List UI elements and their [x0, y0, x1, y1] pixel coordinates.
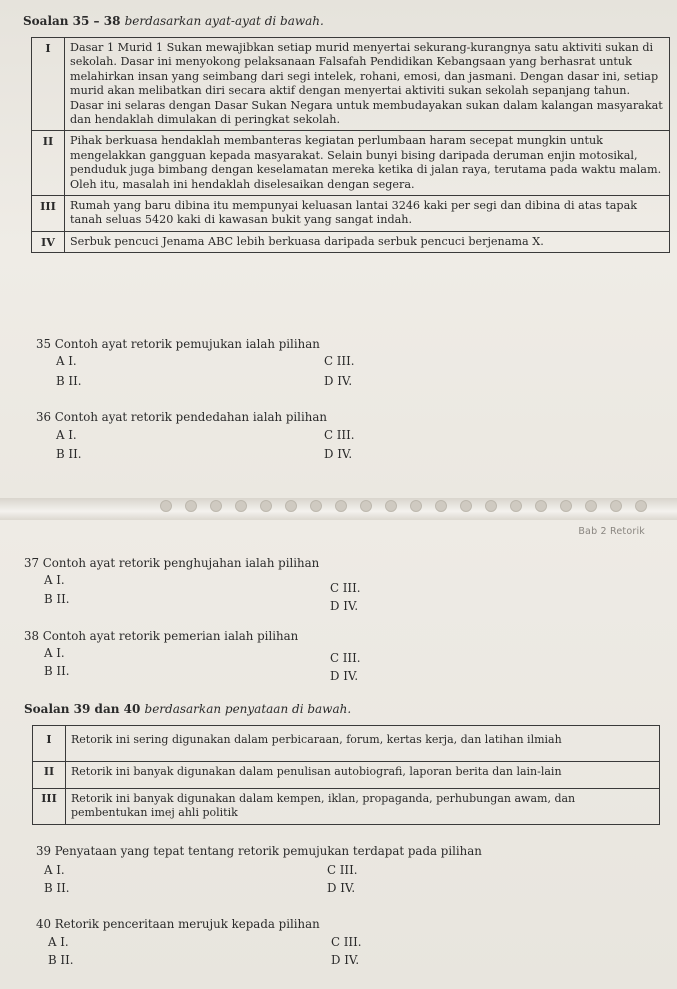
option-b[interactable]: B II.: [48, 953, 74, 967]
option-c[interactable]: C III.: [327, 863, 358, 877]
option-d[interactable]: D IV.: [331, 953, 360, 967]
row-text: Rumah yang baru dibina itu mempunyai keluasan lantai 3246 kaki per segi dan dibina di atas tapak tanah seluas 5420 kaki di kawasan bukit yang sangat indah.: [65, 196, 670, 232]
option-a[interactable]: A I.: [44, 863, 65, 877]
row-number: III: [33, 789, 66, 825]
table-row: [32, 196, 670, 232]
table-row: [32, 231, 670, 252]
question-stem: 40 Retorik penceritaan merujuk kepada pilihan: [36, 917, 320, 931]
option-a[interactable]: A I.: [56, 354, 77, 368]
question-stem: 36 Contoh ayat retorik pendedahan ialah pilihan: [36, 410, 327, 424]
option-c[interactable]: C III.: [324, 428, 355, 442]
option-d[interactable]: D IV.: [330, 669, 359, 683]
option-b[interactable]: B II.: [44, 881, 70, 895]
row-number: II: [33, 762, 66, 789]
question-stem: 38 Contoh ayat retorik pemerian ialah pilihan: [24, 629, 299, 643]
row-number: III: [32, 196, 65, 232]
row-text: Pihak berkuasa hendaklah membanteras kegiatan perlumbaan haram secepat mungkin untuk mengelakkan gangguan kepada masyarakat. Selain bunyi bising daripada deruman enjin motosikal, penduduk juga bimbang dengan keselamatan mereka ketika di jalan raya, terutama pada waktu malam. Oleh itu, masalah ini hendaklah diselesaikan dengan segera.: [65, 131, 670, 196]
option-b[interactable]: B II.: [56, 374, 82, 388]
row-text: Retorik ini banyak digunakan dalam penulisan autobiografi, laporan berita dan lain-lain: [66, 762, 660, 789]
option-a[interactable]: A I.: [44, 646, 65, 660]
option-d[interactable]: D IV.: [327, 881, 356, 895]
question-stem: 39 Penyataan yang tepat tentang retorik pemujukan terdapat pada pilihan: [36, 844, 482, 858]
chapter-running-head: Bab 2 Retorik: [578, 526, 645, 537]
option-a[interactable]: A I.: [48, 935, 69, 949]
option-a[interactable]: A I.: [56, 428, 77, 442]
option-c[interactable]: C III.: [330, 581, 361, 595]
section1-heading-italic: berdasarkan ayat-ayat di bawah.: [124, 14, 324, 28]
option-c[interactable]: C III.: [324, 354, 355, 368]
question-stem: 37 Contoh ayat retorik penghujahan ialah pilihan: [24, 556, 320, 570]
option-d[interactable]: D IV.: [324, 447, 353, 461]
option-c[interactable]: C III.: [330, 651, 361, 665]
option-b[interactable]: B II.: [56, 447, 82, 461]
statements-table-1: [31, 37, 670, 253]
table-row: [33, 789, 660, 825]
option-d[interactable]: D IV.: [324, 374, 353, 388]
row-text: Retorik ini sering digunakan dalam perbicaraan, forum, kertas kerja, dan latihan ilmiah: [66, 726, 660, 762]
statements-table-2: [32, 725, 660, 825]
option-a[interactable]: A I.: [44, 573, 65, 587]
table-row: [32, 131, 670, 196]
table-row: [32, 38, 670, 131]
row-number: I: [33, 726, 66, 762]
question-stem: 35 Contoh ayat retorik pemujukan ialah pilihan: [36, 337, 320, 351]
row-text: Dasar 1 Murid 1 Sukan mewajibkan setiap murid menyertai sekurang-kurangnya satu aktiviti sukan di sekolah. Dasar ini menyokong pelaksanaan Falsafah Pendidikan Kebangsaan yang berhasrat untuk melahirkan insan yang seimbang dari segi intelek, rohani, emosi, dan jasmani. Dengan dasar ini, setiap murid akan melibatkan diri secara aktif dengan menyertai aktiviti sukan sekolah sepanjang tahun. Dasar ini selaras dengan Dasar Sukan Negara untuk membudayakan sukan dalam kalangan masyarakat dan hendaklah dimulakan di peringkat sekolah.: [65, 38, 670, 131]
row-number: I: [32, 38, 65, 131]
table-row: [33, 726, 660, 762]
section2-heading-bold: Soalan 39 dan 40: [24, 702, 141, 716]
section1-heading-bold: Soalan 35 – 38: [23, 14, 121, 28]
option-b[interactable]: B II.: [44, 592, 70, 606]
table-row: [33, 762, 660, 789]
section1-heading: [23, 14, 324, 28]
row-number: IV: [32, 231, 65, 252]
row-number: II: [32, 131, 65, 196]
page-gap: [0, 498, 677, 520]
section2-heading: [24, 702, 351, 716]
row-text: Serbuk pencuci Jenama ABC lebih berkuasa daripada serbuk pencuci berjenama X.: [65, 231, 670, 252]
row-text: Retorik ini banyak digunakan dalam kempen, iklan, propaganda, perhubungan awam, dan pembentukan imej ahli politik: [66, 789, 660, 825]
option-c[interactable]: C III.: [331, 935, 362, 949]
option-d[interactable]: D IV.: [330, 599, 359, 613]
section2-heading-italic: berdasarkan penyataan di bawah.: [144, 702, 352, 716]
option-b[interactable]: B II.: [44, 664, 70, 678]
